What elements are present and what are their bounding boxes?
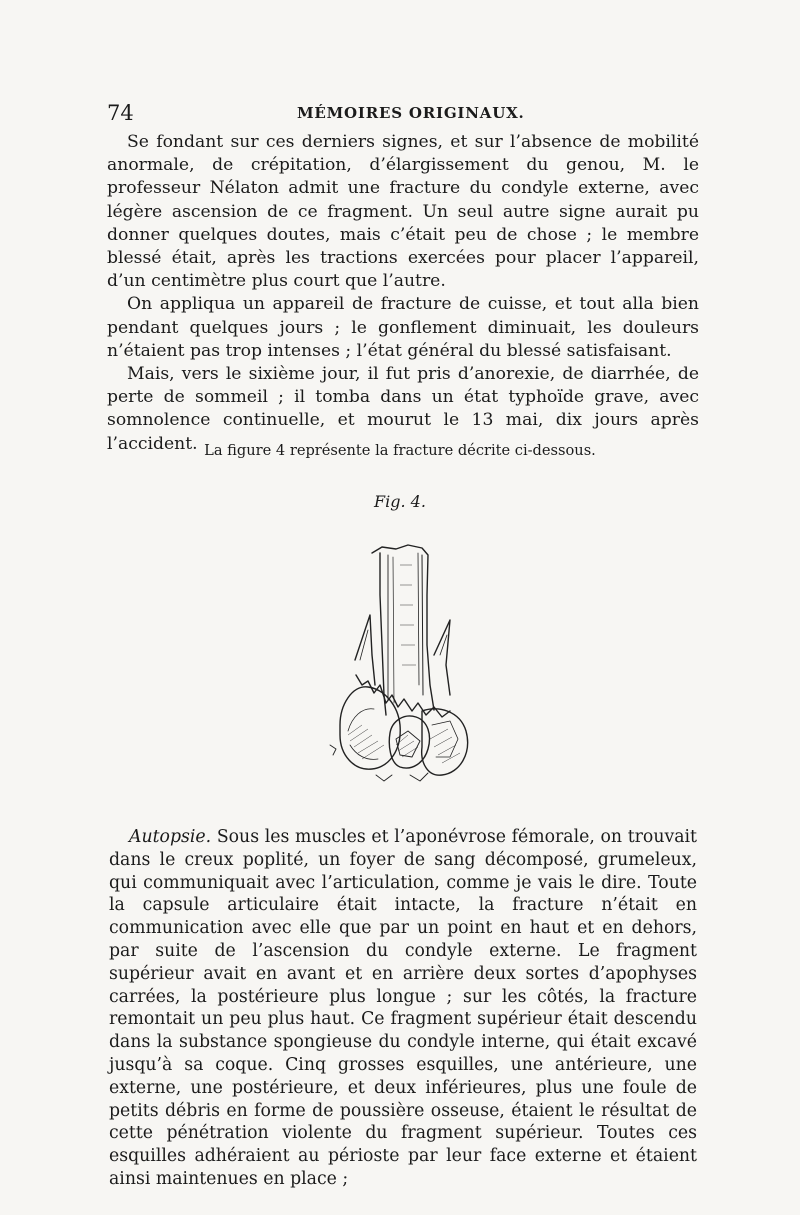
autopsy-heading: Autopsie. [129, 827, 212, 847]
page-number: 74 [107, 101, 134, 125]
body-text-bottom [109, 826, 697, 1191]
autopsy-text: Sous les muscles et l’aponévrose fémorale, on trouvait dans le creux poplité, un foyer de sang décomposé, grumeleux, qui communiquait avec l’articulation, comme je vais le dire. Toute la capsule articulaire était intacte, la fracture n’était en communication avec elle que par un point en haut et en dehors, par suite de l’ascension du condyle externe. Le fragment supérieur avait en avant et en arrière deux sortes d’apophyses carrées, la postérieure plus longue ; sur les côtés, la fracture remontait un peu plus haut. Ce fragment supérieur était descendu dans la substance spongieuse du condyle interne, qui était excavé jusqu’à sa coque. Cinq grosses esquilles, une antérieure, une externe, une postérieure, et deux inférieures, plus une foule de petits débris en forme de poussière osseuse, étaient le résultat de cette pénétration violente du fragment supérieur. Toutes ces esquilles adhéraient au périoste par leur face externe et étaient ainsi maintenues en place ; [109, 827, 697, 1189]
figure-caption: La figure 4 représente la fracture décrite ci-dessous. [204, 442, 596, 459]
running-title: MÉMOIRES ORIGINAUX. [297, 104, 525, 122]
paragraph: Mais, vers le sixième jour, il fut pris d’anorexie, de diarrhée, de perte de sommeil ; il tomba dans un état typhoïde grave, avec somnolence continuelle, et mourut le 13 mai, dix jours après l’accident. [107, 364, 699, 454]
figure-illustration [300, 535, 500, 795]
paragraph: Se fondant sur ces derniers signes, et sur l’absence de mobilité anormale, de crépitation, d’élargissement du genou, M. le professeur Nélaton admit une fracture du condyle externe, avec légère ascension de ce fragment. Un seul autre signe aurait pu donner quelques doutes, mais c’était peu de chose ; le membre blessé était, après les tractions exercées pour placer l’appareil, d’un centimètre plus court que l’autre. [107, 132, 699, 292]
paragraph: On appliqua un appareil de fracture de cuisse, et tout alla bien pendant quelques jours ; le gonflement diminuait, les douleurs n’étaient pas trop intenses ; l’état général du blessé satisfaisant. [107, 294, 699, 361]
figure-label: Fig. 4. [374, 492, 426, 511]
autopsy-paragraph [109, 826, 697, 1191]
femur-fracture-engraving-icon [300, 535, 500, 795]
running-head [107, 100, 697, 126]
body-text-top [107, 131, 699, 456]
